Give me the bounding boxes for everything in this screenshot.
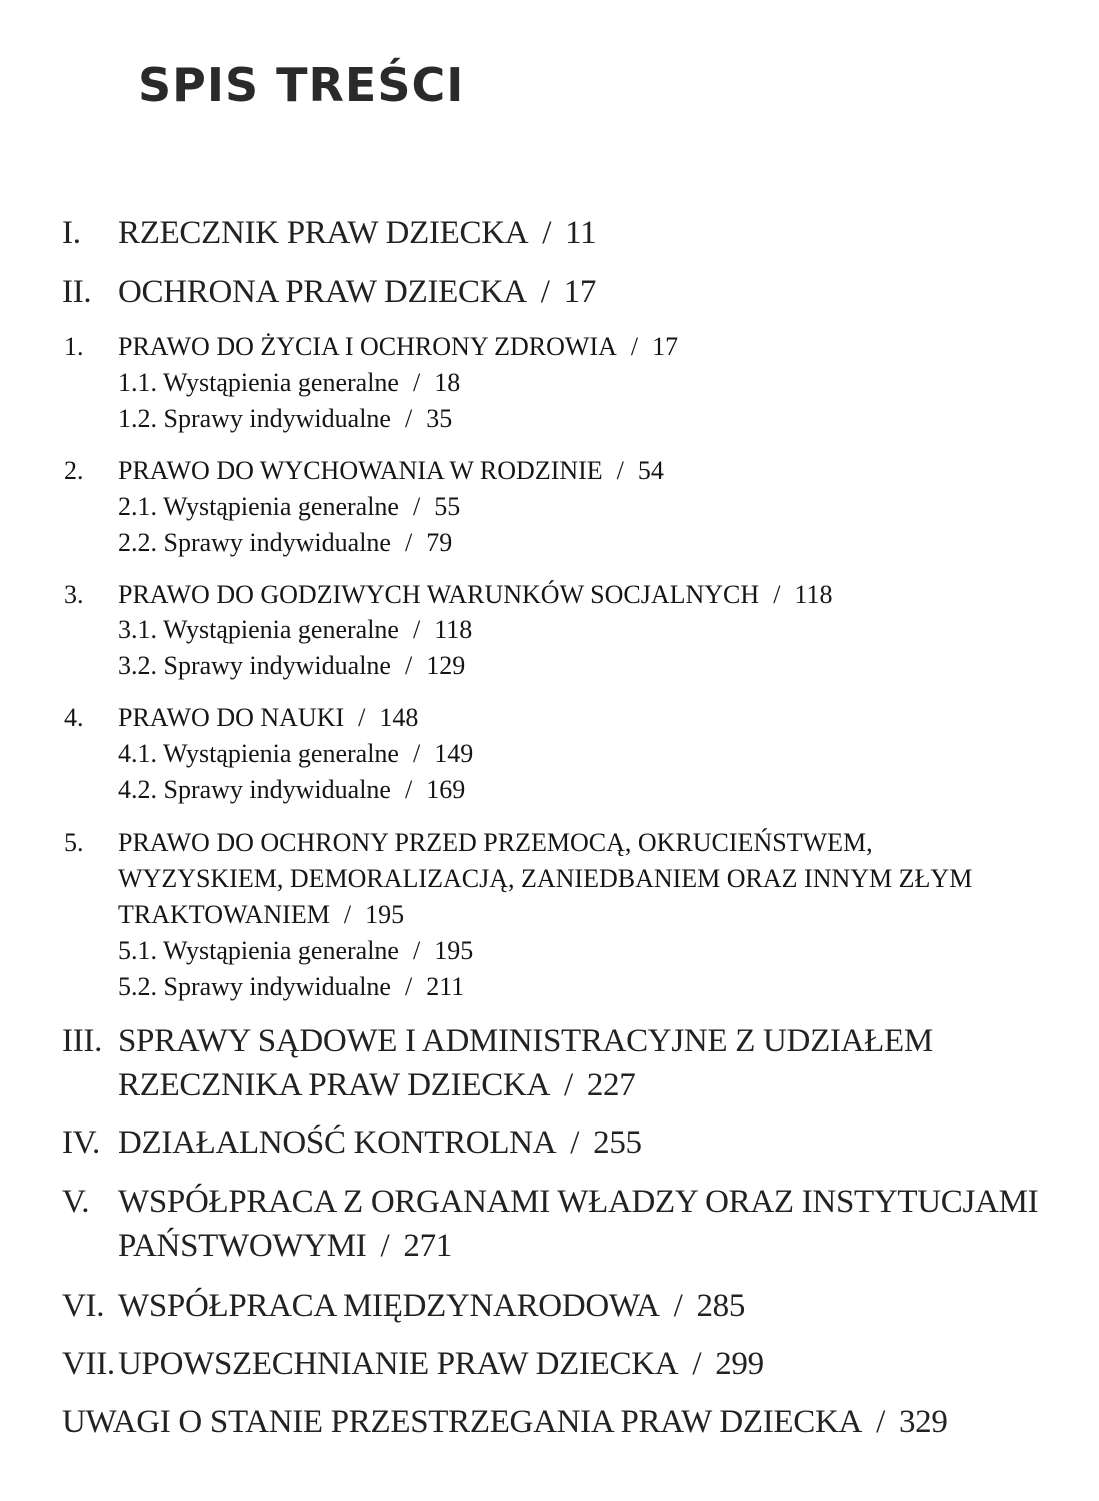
entry-text: PRAWO DO GODZIWYCH WARUNKÓW SOCJALNYCH / 118 xyxy=(118,580,833,609)
subentry-text: 5.1. Wystąpienia generalne / 195 xyxy=(118,936,474,965)
separator: / xyxy=(412,368,421,397)
separator: / xyxy=(343,900,352,929)
entry-number: 2. xyxy=(64,456,84,485)
separator: / xyxy=(876,1404,885,1440)
page-number: 35 xyxy=(426,404,453,433)
page-number: 285 xyxy=(696,1288,746,1324)
separator: / xyxy=(630,332,639,361)
entry-number: V. xyxy=(62,1184,90,1220)
entry-text: PRAWO DO WYCHOWANIA W RODZINIE / 54 xyxy=(118,456,664,485)
page-title: SPIS TREŚCI xyxy=(138,58,465,112)
separator: / xyxy=(404,775,413,804)
entry-text: DZIAŁALNOŚĆ KONTROLNA / 255 xyxy=(118,1125,642,1161)
page-number: 148 xyxy=(379,703,419,732)
page-number: 255 xyxy=(593,1125,642,1161)
page-number: 195 xyxy=(434,936,474,965)
page-number: 329 xyxy=(898,1404,948,1440)
page-number: 149 xyxy=(434,739,474,768)
separator: / xyxy=(358,703,366,732)
page-number: 227 xyxy=(586,1067,636,1103)
page-number: 17 xyxy=(652,332,679,361)
page-number: 79 xyxy=(426,528,453,557)
subentry-text: 3.2. Sprawy indywidualne / 129 xyxy=(118,651,466,680)
entry-number: VI. xyxy=(62,1288,105,1324)
page-number: 118 xyxy=(434,615,473,644)
entry-number: 1. xyxy=(64,332,84,361)
entry-number: III. xyxy=(62,1023,103,1059)
entry-number: 4. xyxy=(64,703,84,732)
subentry-text: 2.1. Wystąpienia generalne / 55 xyxy=(118,492,461,521)
separator: / xyxy=(404,528,413,557)
entry-text: OCHRONA PRAW DZIECKA / 17 xyxy=(118,274,597,310)
entry-text: PRAWO DO ŻYCIA I OCHRONY ZDROWIA / 17 xyxy=(118,332,679,361)
separator: / xyxy=(412,615,421,644)
entry-text-line-2: WYZYSKIEM, DEMORALIZACJĄ, ZANIEDBANIEM ORAZ INNYM ZŁYM xyxy=(118,864,973,893)
separator: / xyxy=(570,1125,580,1161)
page-number: 11 xyxy=(565,215,597,251)
separator: / xyxy=(542,215,552,251)
entry-number: 5. xyxy=(64,828,84,857)
entry-text: UPOWSZECHNIANIE PRAW DZIECKA / 299 xyxy=(118,1346,764,1382)
entry-text-line-1: WSPÓŁPRACA Z ORGANAMI WŁADZY ORAZ INSTYTUCJAMI xyxy=(118,1184,1039,1220)
entry-text-line-1: PRAWO DO OCHRONY PRZED PRZEMOCĄ, OKRUCIEŃSTWEM, xyxy=(118,828,873,857)
separator: / xyxy=(673,1288,683,1324)
separator: / xyxy=(412,739,421,768)
page-number: 299 xyxy=(715,1346,764,1382)
subentry-text: 1.1. Wystąpienia generalne / 18 xyxy=(118,368,461,397)
page-number: 55 xyxy=(434,492,461,521)
subentry-text: 1.2. Sprawy indywidualne / 35 xyxy=(118,404,453,433)
entry-number: IV. xyxy=(62,1125,100,1161)
page-number: 118 xyxy=(794,580,833,609)
subentry-text: 3.1. Wystąpienia generalne / 118 xyxy=(118,615,473,644)
subentry-text: 2.2. Sprawy indywidualne / 79 xyxy=(118,528,453,557)
entry-number: II. xyxy=(62,274,92,310)
separator: / xyxy=(404,404,413,433)
separator: / xyxy=(404,651,413,680)
separator: / xyxy=(404,972,413,1001)
separator: / xyxy=(692,1346,702,1382)
separator: / xyxy=(563,1067,573,1103)
entry-text-line-3: TRAKTOWANIEM / 195 xyxy=(118,900,405,929)
entry-text: RZECZNIK PRAW DZIECKA / 11 xyxy=(118,215,597,251)
page-number: 17 xyxy=(563,274,597,310)
page-number: 129 xyxy=(426,651,466,680)
page-number: 195 xyxy=(365,900,405,929)
page-number: 211 xyxy=(426,972,465,1001)
separator: / xyxy=(540,274,550,310)
separator: / xyxy=(380,1228,390,1264)
entry-number: I. xyxy=(62,215,81,251)
separator: / xyxy=(412,492,421,521)
page-number: 54 xyxy=(637,456,664,485)
separator: / xyxy=(616,456,624,485)
subentry-text: 5.2. Sprawy indywidualne / 211 xyxy=(118,972,465,1001)
entry-text: PRAWO DO NAUKI / 148 xyxy=(118,703,419,732)
separator: / xyxy=(412,936,421,965)
entry-text-line-2: RZECZNIKA PRAW DZIECKA / 227 xyxy=(118,1067,636,1103)
entry-text-line-2: PAŃSTWOWYMI / 271 xyxy=(118,1228,452,1264)
subentry-text: 4.2. Sprawy indywidualne / 169 xyxy=(118,775,466,804)
entry-text: WSPÓŁPRACA MIĘDZYNARODOWA / 285 xyxy=(118,1288,746,1324)
entry-number: VII. xyxy=(62,1346,115,1382)
page-number: 18 xyxy=(434,368,461,397)
separator: / xyxy=(773,580,781,609)
entry-text-line-1: SPRAWY SĄDOWE I ADMINISTRACYJNE Z UDZIAŁEM xyxy=(118,1023,933,1059)
entry-number: 3. xyxy=(64,580,84,609)
page-number: 169 xyxy=(426,775,466,804)
subentry-text: 4.1. Wystąpienia generalne / 149 xyxy=(118,739,474,768)
entry-text: UWAGI O STANIE PRZESTRZEGANIA PRAW DZIECKA / 329 xyxy=(62,1404,948,1440)
page-number: 271 xyxy=(403,1228,452,1264)
